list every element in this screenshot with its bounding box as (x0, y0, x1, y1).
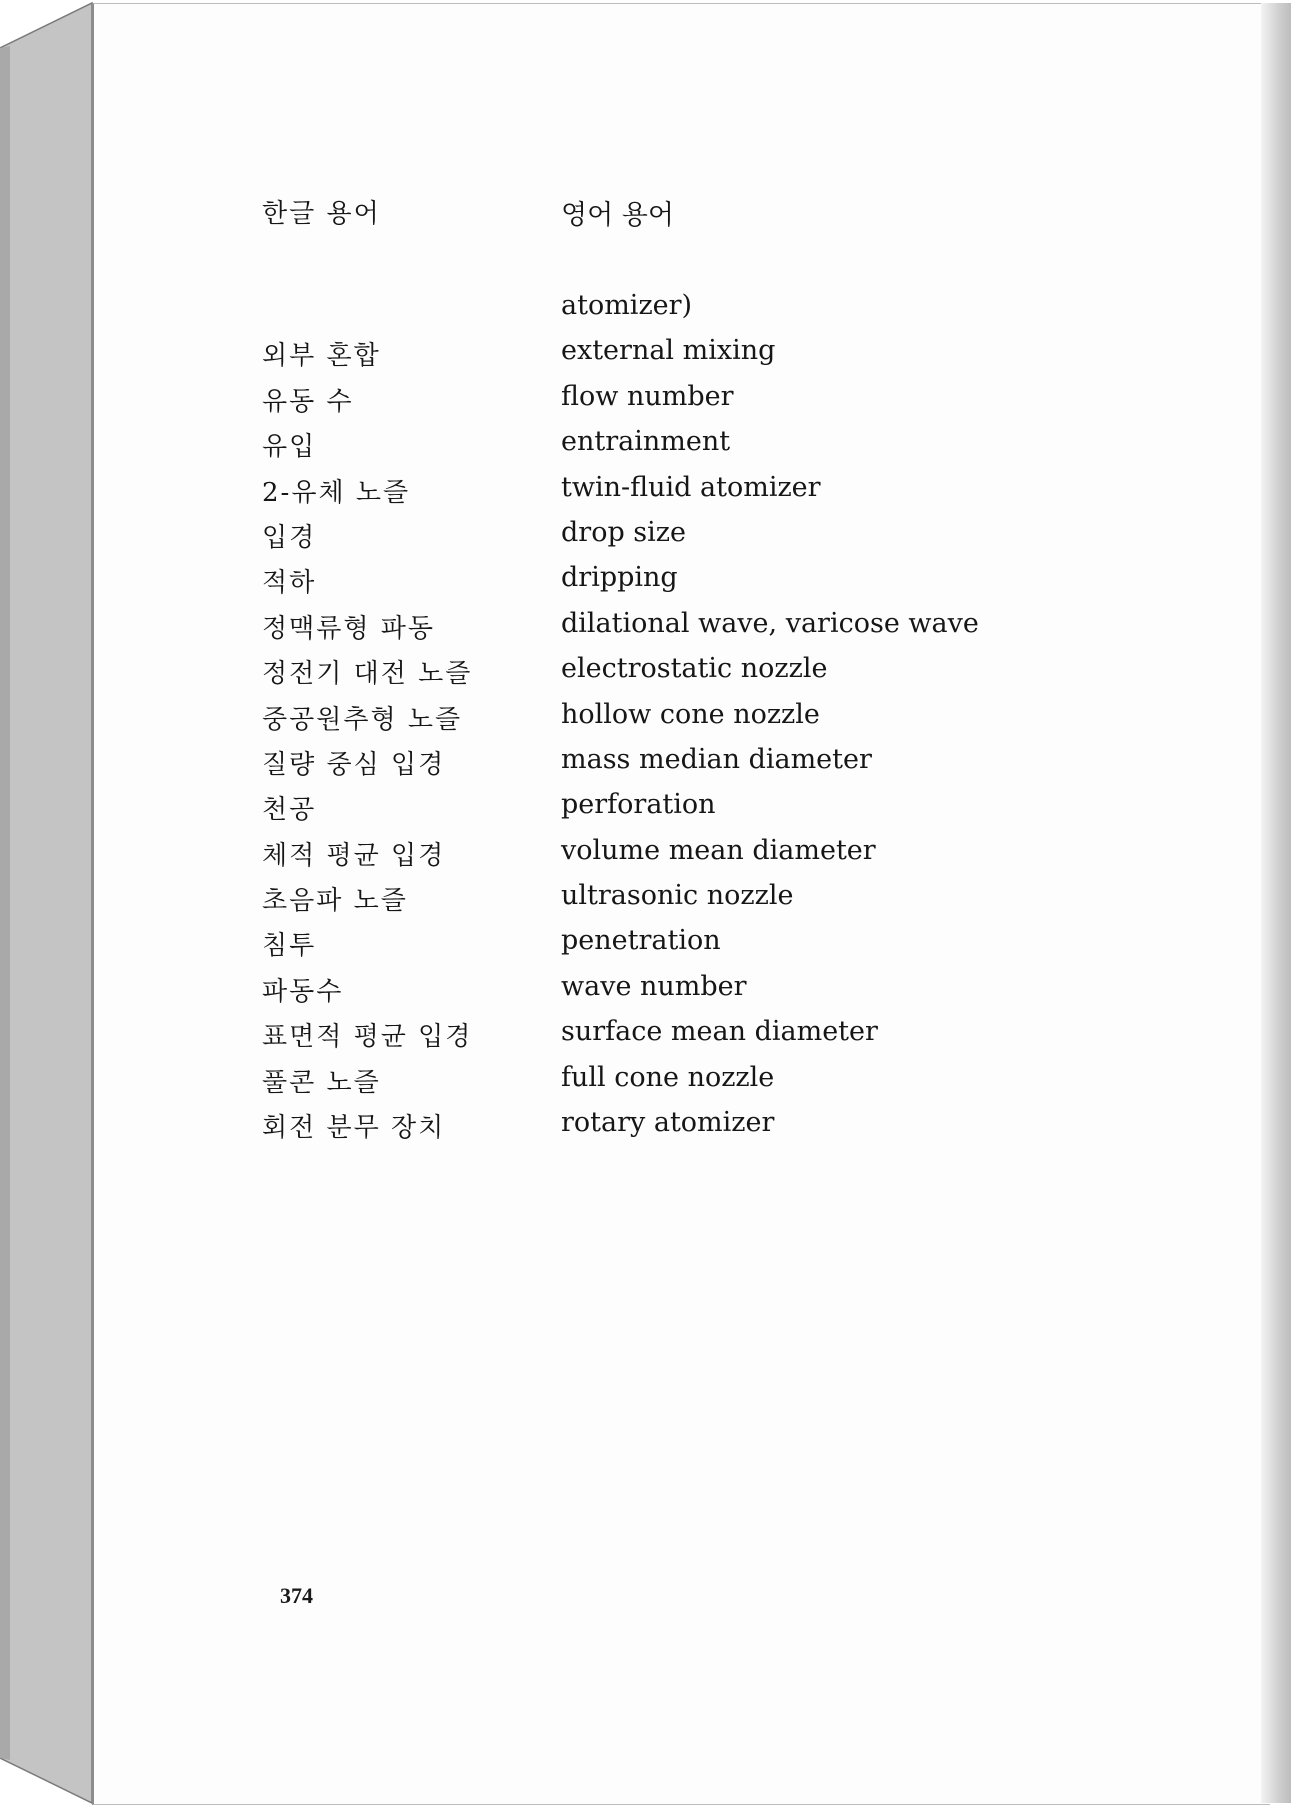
english-term: mass median diameter (561, 743, 872, 775)
glossary-row (0, 651, 1291, 696)
english-term: external mixing (561, 335, 776, 367)
page-number: 374 (280, 1583, 313, 1608)
english-term: penetration (561, 925, 721, 957)
english-term: flow number (561, 380, 734, 412)
glossary-row (0, 515, 1291, 560)
english-term-header: 영어 용어 (561, 200, 674, 231)
korean-term: 침투 (262, 931, 317, 962)
english-term: entrainment (561, 426, 731, 458)
glossary-row (0, 1060, 1291, 1105)
korean-term: 풀콘 노즐 (262, 1067, 381, 1098)
glossary-row (0, 606, 1291, 651)
korean-term: 초음파 노즐 (262, 886, 408, 917)
glossary-row (0, 470, 1291, 515)
korean-term: 체적 평균 입경 (262, 840, 446, 871)
glossary-row (0, 833, 1291, 878)
glossary-row (0, 288, 1291, 333)
english-term: hollow cone nozzle (561, 698, 820, 730)
english-term: drop size (561, 516, 687, 548)
korean-term: 적하 (262, 568, 317, 599)
korean-term: 유입 (262, 432, 317, 463)
korean-term: 정맥류형 파동 (262, 613, 435, 644)
glossary-row (0, 878, 1291, 923)
glossary-row (0, 787, 1291, 832)
english-term: dripping (561, 562, 678, 594)
korean-term: 외부 혼합 (262, 341, 381, 372)
english-term: full cone nozzle (561, 1061, 775, 1093)
korean-term: 중공원추형 노즐 (262, 704, 463, 735)
korean-term: 2-유체 노즐 (262, 477, 411, 508)
glossary-row (0, 379, 1291, 424)
korean-term: 유동 수 (262, 386, 354, 417)
english-term: perforation (561, 789, 716, 821)
glossary-row (0, 333, 1291, 378)
english-term: ultrasonic nozzle (561, 880, 794, 912)
english-term: dilational wave, varicose wave (561, 607, 979, 639)
english-term: wave number (561, 970, 747, 1002)
english-term: atomizer) (561, 290, 693, 321)
korean-term: 입경 (262, 522, 317, 553)
glossary-row (0, 1014, 1291, 1059)
english-term: volume mean diameter (561, 834, 876, 866)
english-term: electrostatic nozzle (561, 653, 828, 685)
korean-term: 정전기 대전 노즐 (262, 659, 473, 690)
english-term: twin-fluid atomizer (561, 471, 821, 503)
english-term: surface mean diameter (561, 1016, 878, 1048)
english-term: rotary atomizer (561, 1107, 775, 1139)
glossary-row (0, 697, 1291, 742)
glossary-row (0, 742, 1291, 787)
glossary-row (0, 923, 1291, 968)
korean-term: 표면적 평균 입경 (262, 1022, 473, 1053)
glossary-list (0, 288, 1291, 1150)
korean-term: 파동수 (262, 976, 344, 1007)
glossary-row (0, 424, 1291, 469)
korean-term-header: 한글 용어 (262, 199, 381, 229)
glossary-row (0, 969, 1291, 1014)
korean-term: 질량 중심 입경 (262, 749, 446, 780)
korean-term: 회전 분무 장치 (262, 1113, 446, 1144)
column-header-row (0, 193, 1291, 237)
glossary-row (0, 1105, 1291, 1150)
korean-term: 천공 (262, 795, 317, 826)
glossary-row (0, 560, 1291, 605)
